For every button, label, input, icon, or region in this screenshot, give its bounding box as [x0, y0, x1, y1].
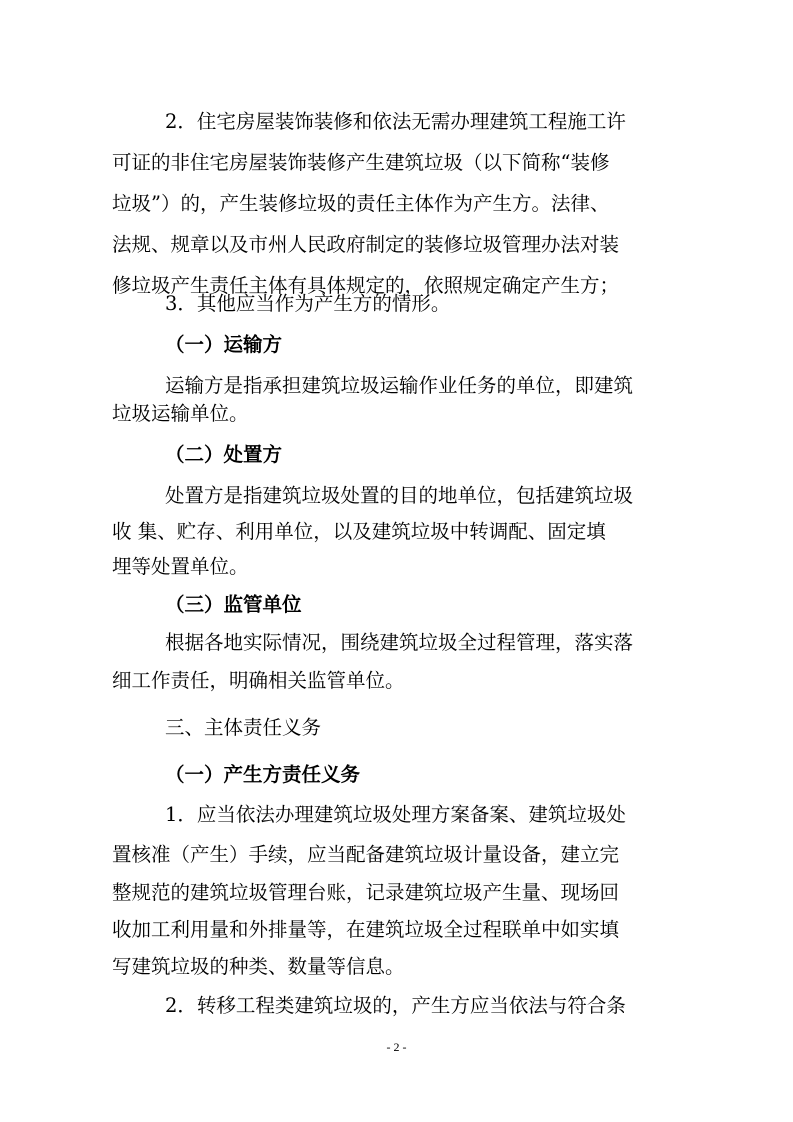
paragraph-line: 修垃圾产生责任主体有具体规定的，依照规定确定产生方； [112, 274, 620, 297]
paragraph-line: 处置方是指建筑垃圾处置的目的地单位，包括建筑垃圾 [165, 484, 634, 507]
paragraph-line: 收加工利用量和外排量等，在建筑垃圾全过程联单中如实填 [112, 918, 620, 941]
paragraph-line: 整规范的建筑垃圾管理台账，记录建筑垃圾产生量、现场回 [112, 881, 620, 904]
section-heading: （二）处置方 [165, 443, 283, 466]
paragraph-line: 写建筑垃圾的种类、数量等信息。 [112, 955, 405, 978]
section-heading: （三）监管单位 [165, 593, 302, 616]
paragraph-line: 1．应当依法办理建筑垃圾处理方案备案、建筑垃圾处 [165, 803, 626, 826]
paragraph-line: 根据各地实际情况，围绕建筑垃圾全过程管理，落实落 [165, 631, 634, 654]
paragraph-line: 收 集、贮存、利用单位，以及建筑垃圾中转调配、固定填 [112, 520, 606, 543]
paragraph-line: 置核准（产生）手续，应当配备建筑垃圾计量设备，建立完 [112, 843, 620, 866]
paragraph-line: 垃圾”）的，产生装修垃圾的责任主体作为产生方。法律、 [112, 192, 610, 215]
paragraph-line: 2．住宅房屋装饰装修和依法无需办理建筑工程施工许 [165, 110, 626, 133]
paragraph-line: 埋等处置单位。 [112, 555, 249, 578]
paragraph-line: 可证的非住宅房屋装饰装修产生建筑垃圾（以下简称“装修 [112, 151, 610, 174]
paragraph-line: 细工作责任，明确相关监管单位。 [112, 669, 405, 692]
paragraph-line: 法规、规章以及市州人民政府制定的装修垃圾管理办法对装 [112, 233, 620, 256]
section-heading: （一）运输方 [165, 333, 283, 356]
chapter-heading: 三、主体责任义务 [165, 716, 322, 739]
section-heading: （一）产生方责任义务 [165, 763, 361, 786]
paragraph-line: 运输方是指承担建筑垃圾运输作业任务的单位，即建筑 [165, 374, 634, 397]
paragraph-line: 2．转移工程类建筑垃圾的，产生方应当依法与符合条 [165, 994, 626, 1017]
paragraph-line: 3．其他应当作为产生方的情形。 [165, 292, 451, 315]
page-number: - 2 - [386, 1040, 407, 1054]
paragraph-line: 垃圾运输单位。 [112, 402, 249, 425]
